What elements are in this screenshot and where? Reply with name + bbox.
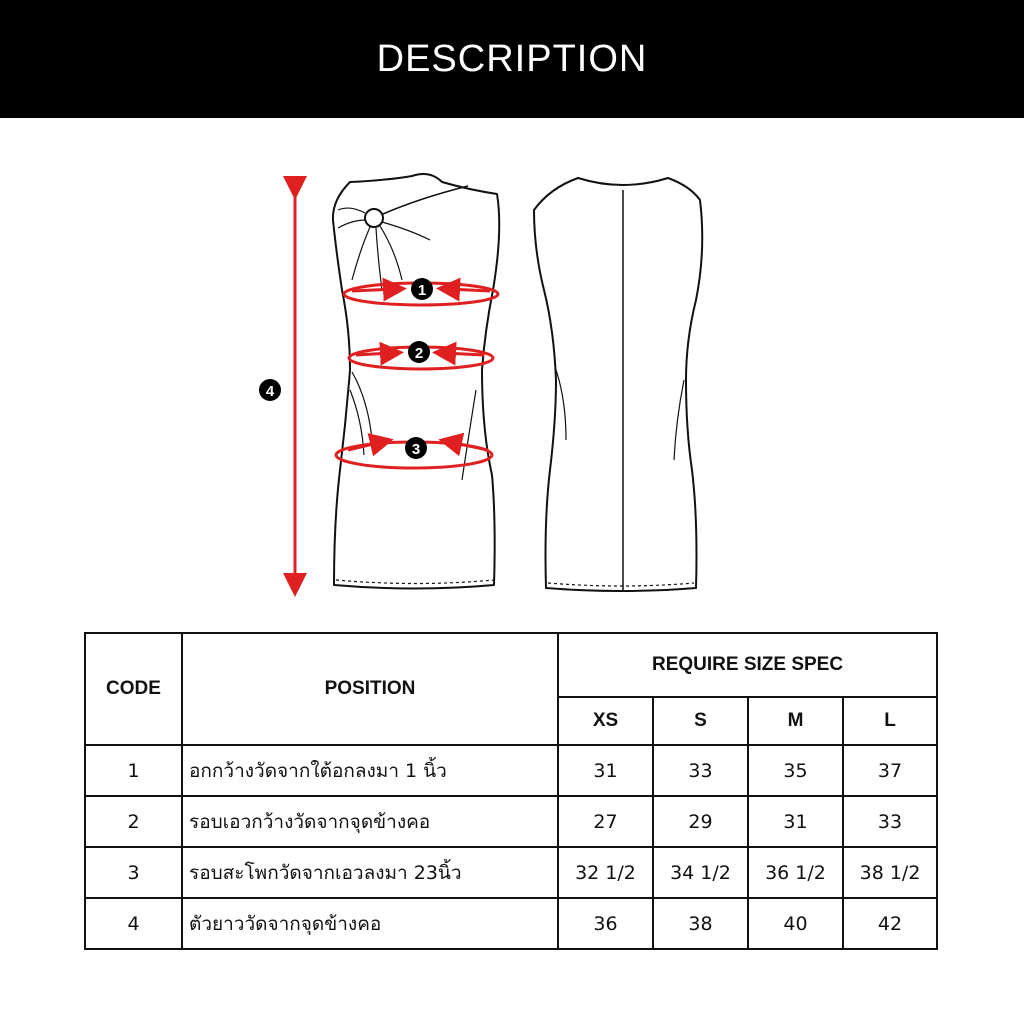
- marker-3: [405, 437, 427, 459]
- row-code: 2: [85, 796, 182, 847]
- marker-4: [259, 379, 281, 401]
- page-title: DESCRIPTION: [376, 37, 648, 80]
- row-value-l: 37: [843, 745, 937, 796]
- row-value-l: 38 1/2: [843, 847, 937, 898]
- row-value-xs: 32 1/2: [558, 847, 653, 898]
- row-position: รอบเอวกว้างวัดจากจุดข้างคอ: [182, 796, 558, 847]
- dress-back: [534, 178, 702, 591]
- marker-1: [411, 278, 433, 300]
- row-value-s: 38: [653, 898, 748, 949]
- size-header-m: M: [748, 697, 843, 745]
- svg-text:4: 4: [265, 383, 275, 400]
- row-value-s: 33: [653, 745, 748, 796]
- svg-text:1: 1: [417, 282, 427, 299]
- table-row: [85, 796, 937, 847]
- row-code: 3: [85, 847, 182, 898]
- svg-text:3: 3: [411, 441, 421, 458]
- position-header: POSITION: [182, 633, 558, 745]
- dress-front: [333, 174, 499, 589]
- row-value-s: 34 1/2: [653, 847, 748, 898]
- size-spec-table: [84, 632, 938, 950]
- svg-text:2: 2: [414, 345, 424, 362]
- marker-2: [408, 341, 430, 363]
- row-position: ตัวยาววัดจากจุดข้างคอ: [182, 898, 558, 949]
- row-value-s: 29: [653, 796, 748, 847]
- row-code: 4: [85, 898, 182, 949]
- row-code: 1: [85, 745, 182, 796]
- size-header-l: L: [843, 697, 937, 745]
- row-value-xs: 36: [558, 898, 653, 949]
- size-spec-header: REQUIRE SIZE SPEC: [558, 633, 937, 697]
- table-row: [85, 847, 937, 898]
- row-value-l: 42: [843, 898, 937, 949]
- row-value-xs: 31: [558, 745, 653, 796]
- size-header-s: S: [653, 697, 748, 745]
- row-value-xs: 27: [558, 796, 653, 847]
- table-row: [85, 898, 937, 949]
- row-value-l: 33: [843, 796, 937, 847]
- dress-technical-drawing: [0, 118, 1024, 630]
- code-header: CODE: [85, 633, 182, 745]
- row-value-m: 40: [748, 898, 843, 949]
- row-value-m: 35: [748, 745, 843, 796]
- row-position: รอบสะโพกวัดจากเอวลงมา 23นิ้ว: [182, 847, 558, 898]
- row-value-m: 36 1/2: [748, 847, 843, 898]
- size-header-xs: XS: [558, 697, 653, 745]
- row-position: อกกว้างวัดจากใต้อกลงมา 1 นิ้ว: [182, 745, 558, 796]
- row-value-m: 31: [748, 796, 843, 847]
- header-bar: [0, 0, 1024, 118]
- table-row: [85, 745, 937, 796]
